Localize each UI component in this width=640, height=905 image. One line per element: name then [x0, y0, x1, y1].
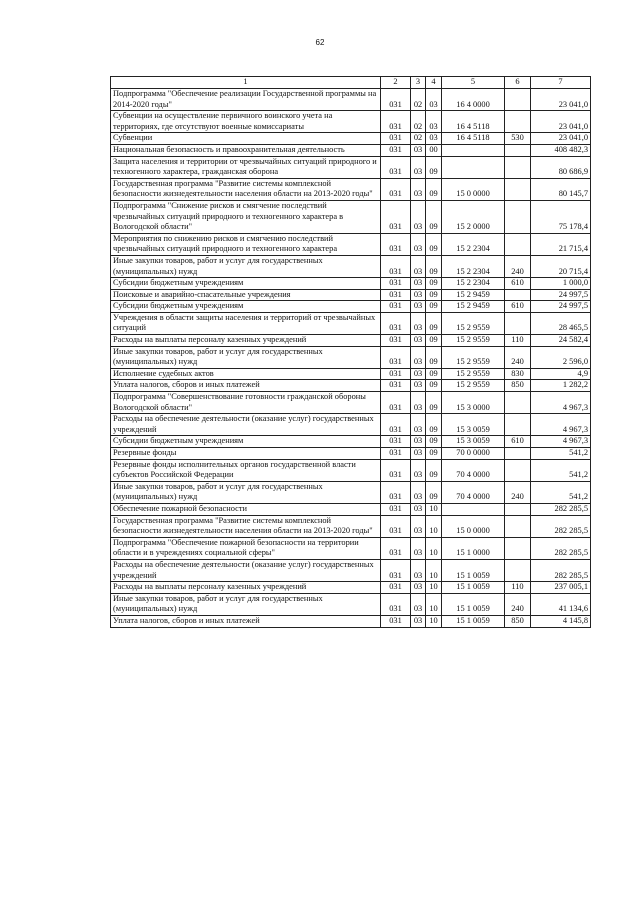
expense-type-cell: [505, 459, 531, 481]
expense-type-cell: [505, 537, 531, 559]
expense-type-cell: [505, 200, 531, 233]
expense-type-cell: 240: [505, 481, 531, 503]
amount-cell: 282 285,5: [531, 515, 591, 537]
subsection-code-cell: 09: [426, 368, 442, 380]
section-code-cell: 03: [411, 515, 426, 537]
amount-cell: 4 145,8: [531, 615, 591, 627]
grbs-code-cell: 031: [381, 593, 411, 615]
row-name-cell: Уплата налогов, сборов и иных платежей: [111, 380, 381, 392]
table-row: [111, 301, 591, 313]
row-name-cell: Иные закупки товаров, работ и услуг для государственных (муниципальных) нужд: [111, 346, 381, 368]
subsection-code-cell: 09: [426, 289, 442, 301]
grbs-code-cell: 031: [381, 481, 411, 503]
expense-type-cell: [505, 503, 531, 515]
row-name-cell: Национальная безопасность и правоохранительная деятельность: [111, 144, 381, 156]
grbs-code-cell: 031: [381, 515, 411, 537]
section-code-cell: 03: [411, 392, 426, 414]
expense-type-cell: 240: [505, 346, 531, 368]
target-article-cell: [442, 503, 505, 515]
target-article-cell: 70 4 0000: [442, 459, 505, 481]
amount-cell: 282 285,5: [531, 537, 591, 559]
subsection-code-cell: 10: [426, 593, 442, 615]
page-number: 62: [315, 38, 325, 47]
section-code-cell: 03: [411, 335, 426, 347]
table-body: [111, 89, 591, 628]
expense-type-cell: [505, 289, 531, 301]
section-code-cell: 03: [411, 414, 426, 436]
amount-cell: 541,2: [531, 481, 591, 503]
grbs-code-cell: 031: [381, 414, 411, 436]
table-row: [111, 289, 591, 301]
grbs-code-cell: 031: [381, 178, 411, 200]
subsection-code-cell: 10: [426, 559, 442, 581]
subsection-code-cell: 09: [426, 436, 442, 448]
expense-type-cell: 530: [505, 133, 531, 145]
target-article-cell: 15 3 0059: [442, 414, 505, 436]
column-header: 3: [411, 77, 426, 89]
section-code-cell: 03: [411, 459, 426, 481]
amount-cell: 21 715,4: [531, 233, 591, 255]
target-article-cell: 15 1 0059: [442, 615, 505, 627]
grbs-code-cell: 031: [381, 156, 411, 178]
target-article-cell: [442, 156, 505, 178]
table-row: [111, 200, 591, 233]
amount-cell: 408 482,3: [531, 144, 591, 156]
expense-type-cell: [505, 312, 531, 334]
amount-cell: 20 715,4: [531, 255, 591, 277]
expense-type-cell: 850: [505, 380, 531, 392]
amount-cell: 4 967,3: [531, 392, 591, 414]
subsection-code-cell: 10: [426, 515, 442, 537]
target-article-cell: 15 3 0000: [442, 392, 505, 414]
row-name-cell: Исполнение судебных актов: [111, 368, 381, 380]
table-row: [111, 346, 591, 368]
column-header: 1: [111, 77, 381, 89]
row-name-cell: Иные закупки товаров, работ и услуг для государственных (муниципальных) нужд: [111, 481, 381, 503]
section-code-cell: 03: [411, 156, 426, 178]
expense-type-cell: 850: [505, 615, 531, 627]
expense-type-cell: [505, 178, 531, 200]
amount-cell: 4,9: [531, 368, 591, 380]
row-name-cell: Иные закупки товаров, работ и услуг для государственных (муниципальных) нужд: [111, 255, 381, 277]
amount-cell: 541,2: [531, 459, 591, 481]
row-name-cell: Мероприятия по снижению рисков и смягчению последствий чрезвычайных ситуаций природного и техногенного характера: [111, 233, 381, 255]
amount-cell: 24 582,4: [531, 335, 591, 347]
section-code-cell: 03: [411, 346, 426, 368]
table-header-row: [111, 77, 591, 89]
grbs-code-cell: 031: [381, 111, 411, 133]
target-article-cell: 15 2 9559: [442, 312, 505, 334]
subsection-code-cell: 09: [426, 312, 442, 334]
section-code-cell: 03: [411, 178, 426, 200]
amount-cell: 4 967,3: [531, 414, 591, 436]
table-row: [111, 312, 591, 334]
column-header: 4: [426, 77, 442, 89]
target-article-cell: 15 1 0059: [442, 582, 505, 594]
subsection-code-cell: 10: [426, 582, 442, 594]
target-article-cell: 15 2 2304: [442, 278, 505, 290]
target-article-cell: 15 2 9459: [442, 301, 505, 313]
expense-type-cell: [505, 156, 531, 178]
section-code-cell: 03: [411, 615, 426, 627]
target-article-cell: 15 0 0000: [442, 515, 505, 537]
section-code-cell: 03: [411, 380, 426, 392]
grbs-code-cell: 031: [381, 380, 411, 392]
target-article-cell: 15 2 9559: [442, 380, 505, 392]
section-code-cell: 03: [411, 200, 426, 233]
table-row: [111, 481, 591, 503]
target-article-cell: 15 2 2304: [442, 233, 505, 255]
row-name-cell: Подпрограмма "Снижение рисков и смягчение последствий чрезвычайных ситуаций природного и техногенного характера в Вологодской области": [111, 200, 381, 233]
table-row: [111, 111, 591, 133]
expense-type-cell: [505, 448, 531, 460]
grbs-code-cell: 031: [381, 436, 411, 448]
table-row: [111, 144, 591, 156]
subsection-code-cell: 10: [426, 503, 442, 515]
table-row: [111, 380, 591, 392]
subsection-code-cell: 09: [426, 255, 442, 277]
table-row: [111, 615, 591, 627]
row-name-cell: Расходы на выплаты персоналу казенных учреждений: [111, 582, 381, 594]
subsection-code-cell: 09: [426, 301, 442, 313]
subsection-code-cell: 09: [426, 346, 442, 368]
target-article-cell: 15 0 0000: [442, 178, 505, 200]
grbs-code-cell: 031: [381, 503, 411, 515]
amount-cell: 4 967,3: [531, 436, 591, 448]
grbs-code-cell: 031: [381, 89, 411, 111]
section-code-cell: 03: [411, 289, 426, 301]
target-article-cell: 16 4 0000: [442, 89, 505, 111]
row-name-cell: Подпрограмма "Обеспечение пожарной безопасности на территории области и в учреждениях социальной сферы": [111, 537, 381, 559]
grbs-code-cell: 031: [381, 335, 411, 347]
row-name-cell: Субвенции на осуществление первичного воинского учета на территориях, где отсутствуют военные комиссариаты: [111, 111, 381, 133]
grbs-code-cell: 031: [381, 133, 411, 145]
expense-type-cell: [505, 89, 531, 111]
section-code-cell: 03: [411, 593, 426, 615]
target-article-cell: 16 4 5118: [442, 111, 505, 133]
grbs-code-cell: 031: [381, 537, 411, 559]
table-row: [111, 503, 591, 515]
row-name-cell: Обеспечение пожарной безопасности: [111, 503, 381, 515]
subsection-code-cell: 09: [426, 481, 442, 503]
table-row: [111, 414, 591, 436]
row-name-cell: Иные закупки товаров, работ и услуг для государственных (муниципальных) нужд: [111, 593, 381, 615]
amount-cell: 75 178,4: [531, 200, 591, 233]
target-article-cell: 15 1 0059: [442, 559, 505, 581]
grbs-code-cell: 031: [381, 615, 411, 627]
row-name-cell: Подпрограмма "Совершенствование готовности гражданской обороны Вологодской области": [111, 392, 381, 414]
table-row: [111, 537, 591, 559]
table-row: [111, 133, 591, 145]
grbs-code-cell: 031: [381, 200, 411, 233]
amount-cell: 1 282,2: [531, 380, 591, 392]
amount-cell: 80 145,7: [531, 178, 591, 200]
grbs-code-cell: 031: [381, 368, 411, 380]
target-article-cell: 15 3 0059: [442, 436, 505, 448]
subsection-code-cell: 09: [426, 392, 442, 414]
subsection-code-cell: 09: [426, 459, 442, 481]
target-article-cell: 15 2 9559: [442, 346, 505, 368]
grbs-code-cell: 031: [381, 448, 411, 460]
grbs-code-cell: 031: [381, 346, 411, 368]
amount-cell: 282 285,5: [531, 503, 591, 515]
section-code-cell: 03: [411, 255, 426, 277]
subsection-code-cell: 10: [426, 615, 442, 627]
row-name-cell: Субсидии бюджетным учреждениям: [111, 301, 381, 313]
row-name-cell: Расходы на выплаты персоналу казенных учреждений: [111, 335, 381, 347]
target-article-cell: 15 2 9559: [442, 368, 505, 380]
section-code-cell: 03: [411, 144, 426, 156]
grbs-code-cell: 031: [381, 582, 411, 594]
expense-type-cell: [505, 233, 531, 255]
expense-type-cell: [505, 414, 531, 436]
expense-type-cell: 830: [505, 368, 531, 380]
target-article-cell: 16 4 5118: [442, 133, 505, 145]
row-name-cell: Субвенции: [111, 133, 381, 145]
column-header: 2: [381, 77, 411, 89]
expense-type-cell: [505, 515, 531, 537]
subsection-code-cell: 09: [426, 414, 442, 436]
grbs-code-cell: 031: [381, 392, 411, 414]
section-code-cell: 03: [411, 436, 426, 448]
section-code-cell: 03: [411, 233, 426, 255]
section-code-cell: 02: [411, 133, 426, 145]
table-row: [111, 436, 591, 448]
target-article-cell: 15 2 9559: [442, 335, 505, 347]
section-code-cell: 03: [411, 278, 426, 290]
target-article-cell: 15 1 0059: [442, 593, 505, 615]
amount-cell: 2 596,0: [531, 346, 591, 368]
subsection-code-cell: 09: [426, 156, 442, 178]
amount-cell: 237 005,1: [531, 582, 591, 594]
table-row: [111, 593, 591, 615]
section-code-cell: 02: [411, 89, 426, 111]
expense-type-cell: [505, 392, 531, 414]
target-article-cell: 70 4 0000: [442, 481, 505, 503]
column-header: 5: [442, 77, 505, 89]
table-row: [111, 335, 591, 347]
row-name-cell: Уплата налогов, сборов и иных платежей: [111, 615, 381, 627]
section-code-cell: 03: [411, 582, 426, 594]
section-code-cell: 03: [411, 537, 426, 559]
table-row: [111, 448, 591, 460]
expense-type-cell: 610: [505, 278, 531, 290]
grbs-code-cell: 031: [381, 255, 411, 277]
section-code-cell: 03: [411, 448, 426, 460]
subsection-code-cell: 09: [426, 380, 442, 392]
grbs-code-cell: 031: [381, 233, 411, 255]
expense-type-cell: 610: [505, 301, 531, 313]
expense-type-cell: 610: [505, 436, 531, 448]
section-code-cell: 03: [411, 368, 426, 380]
target-article-cell: [442, 144, 505, 156]
grbs-code-cell: 031: [381, 144, 411, 156]
table-row: [111, 255, 591, 277]
target-article-cell: 15 2 9459: [442, 289, 505, 301]
expense-type-cell: [505, 111, 531, 133]
grbs-code-cell: 031: [381, 559, 411, 581]
amount-cell: 28 465,5: [531, 312, 591, 334]
amount-cell: 1 000,0: [531, 278, 591, 290]
subsection-code-cell: 03: [426, 111, 442, 133]
column-header: 7: [531, 77, 591, 89]
section-code-cell: 03: [411, 559, 426, 581]
row-name-cell: Подпрограмма "Обеспечение реализации Государственной программы на 2014-2020 годы": [111, 89, 381, 111]
table-row: [111, 582, 591, 594]
expense-type-cell: 110: [505, 582, 531, 594]
table-row: [111, 233, 591, 255]
section-code-cell: 03: [411, 503, 426, 515]
row-name-cell: Поисковые и аварийно-спасательные учреждения: [111, 289, 381, 301]
row-name-cell: Расходы на обеспечение деятельности (оказание услуг) государственных учреждений: [111, 559, 381, 581]
target-article-cell: 15 2 2304: [442, 255, 505, 277]
row-name-cell: Государственная программа "Развитие системы комплексной безопасности жизнедеятельности населения области на 2013-2020 годы": [111, 178, 381, 200]
amount-cell: 23 041,0: [531, 89, 591, 111]
amount-cell: 41 134,6: [531, 593, 591, 615]
grbs-code-cell: 031: [381, 312, 411, 334]
target-article-cell: 70 0 0000: [442, 448, 505, 460]
grbs-code-cell: 031: [381, 289, 411, 301]
subsection-code-cell: 09: [426, 278, 442, 290]
table-row: [111, 156, 591, 178]
amount-cell: 23 041,0: [531, 133, 591, 145]
table-row: [111, 178, 591, 200]
subsection-code-cell: 09: [426, 448, 442, 460]
expense-type-cell: [505, 144, 531, 156]
expense-type-cell: 240: [505, 593, 531, 615]
row-name-cell: Расходы на обеспечение деятельности (оказание услуг) государственных учреждений: [111, 414, 381, 436]
table-row: [111, 559, 591, 581]
table-row: [111, 368, 591, 380]
row-name-cell: Резервные фонды: [111, 448, 381, 460]
section-code-cell: 02: [411, 111, 426, 133]
section-code-cell: 03: [411, 481, 426, 503]
table-row: [111, 89, 591, 111]
expense-type-cell: 240: [505, 255, 531, 277]
amount-cell: 282 285,5: [531, 559, 591, 581]
grbs-code-cell: 031: [381, 278, 411, 290]
table-row: [111, 515, 591, 537]
subsection-code-cell: 09: [426, 233, 442, 255]
amount-cell: 23 041,0: [531, 111, 591, 133]
subsection-code-cell: 09: [426, 200, 442, 233]
subsection-code-cell: 10: [426, 537, 442, 559]
target-article-cell: 15 1 0000: [442, 537, 505, 559]
row-name-cell: Субсидии бюджетным учреждениям: [111, 278, 381, 290]
grbs-code-cell: 031: [381, 459, 411, 481]
table-row: [111, 392, 591, 414]
amount-cell: 80 686,9: [531, 156, 591, 178]
subsection-code-cell: 00: [426, 144, 442, 156]
budget-table: [110, 76, 591, 628]
section-code-cell: 03: [411, 301, 426, 313]
row-name-cell: Резервные фонды исполнительных органов государственной власти субъектов Российской Федерации: [111, 459, 381, 481]
subsection-code-cell: 09: [426, 335, 442, 347]
expense-type-cell: 110: [505, 335, 531, 347]
row-name-cell: Государственная программа "Развитие системы комплексной безопасности жизнедеятельности населения области на 2013-2020 годы": [111, 515, 381, 537]
table-row: [111, 459, 591, 481]
row-name-cell: Субсидии бюджетным учреждениям: [111, 436, 381, 448]
amount-cell: 24 997,5: [531, 301, 591, 313]
table-row: [111, 278, 591, 290]
section-code-cell: 03: [411, 312, 426, 334]
amount-cell: 24 997,5: [531, 289, 591, 301]
target-article-cell: 15 2 0000: [442, 200, 505, 233]
expense-type-cell: [505, 559, 531, 581]
row-name-cell: Учреждения в области защиты населения и территорий от чрезвычайных ситуаций: [111, 312, 381, 334]
amount-cell: 541,2: [531, 448, 591, 460]
subsection-code-cell: 09: [426, 178, 442, 200]
subsection-code-cell: 03: [426, 133, 442, 145]
subsection-code-cell: 03: [426, 89, 442, 111]
row-name-cell: Защита населения и территории от чрезвычайных ситуаций природного и техногенного характера, гражданская оборона: [111, 156, 381, 178]
column-header: 6: [505, 77, 531, 89]
grbs-code-cell: 031: [381, 301, 411, 313]
